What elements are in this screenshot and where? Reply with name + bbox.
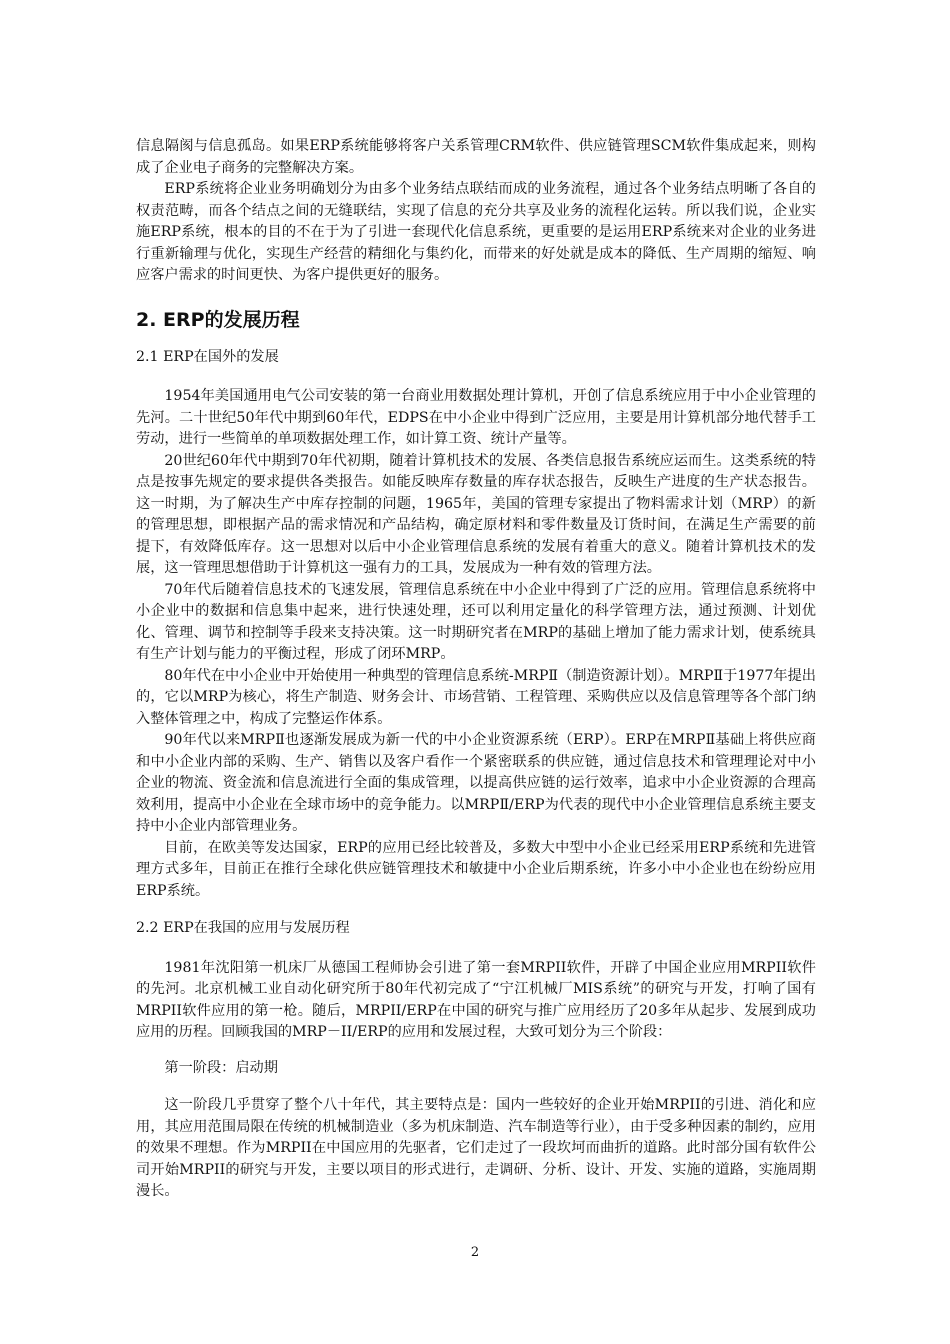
paragraph: 20世纪60年代中期到70年代初期，随着计算机技术的发展、各类信息报告系统应运而生。这类系统的特点是按事先规定的要求提供各类报告。如能反映库存数量的库存状态报告，反映生产进度的生产状态报告。这一时期，为了解决生产中库存控制的问题，1965年，美国的管理专家提出了物料需求计划（MRP）的新的管理思想，即根据产品的需求情况和产品结构，确定原材料和零件数量及订货时间，在满足生产需要的前提下，有效降低库存。这一思想对以后中小企业管理信息系统的发展有着重大的意义。随着计算机技术的发展，这一管理思想借助于计算机这一强有力的工具，发展成为一种有效的管理方法。 (136, 452, 816, 576)
paragraph: ERP系统将企业业务明确划分为由多个业务结点联结而成的业务流程，通过各个业务结点明晰了各自的权责范畴，而各个结点之间的无缝联结，实现了信息的充分共享及业务的流程化运转。所以我们说，企业实施ERP系统，根本的目的不在于为了引进一套现代化信息系统，更重要的是运用ERP系统来对企业的业务进行重新输理与优化，实现生产经营的精细化与集约化，而带来的好处就是成本的降低、生产周期的缩短、响应客户需求的时间更快、为客户提供更好的服务。 (136, 181, 816, 283)
page-number: 2 (470, 1245, 480, 1260)
paragraph: 这一阶段几乎贯穿了整个八十年代，其主要特点是：国内一些较好的企业开始MRPII的引进、消化和应用，其应用范围局限在传统的机械制造业（多为机床制造、汽车制造等行业），由于受多种因素的制约，应用的效果不理想。作为MRPII在中国应用的先驱者，它们走过了一段坎坷而曲折的道路。此时部分国有软件公司开始MRPII的研究与开发，主要以项目的形式进行，走调研、分析、设计、开发、实施的道路，实施周期漫长。 (136, 1097, 816, 1199)
paragraph: 目前，在欧美等发达国家，ERP的应用已经比较普及，多数大中型中小企业已经采用ERP系统和先进管理方式多年，目前正在推行全球化供应链管理技术和敏捷中小企业后期系统，许多小中小企业也在纷纷应用ERP系统。 (136, 839, 816, 899)
section-heading: 2. ERP的发展历程 (136, 308, 300, 331)
paragraph: 信息隔阂与信息孤岛。如果ERP系统能够将客户关系管理CRM软件、供应链管理SCM软件集成起来，则构成了企业电子商务的完整解决方案。 (136, 138, 816, 176)
paragraph: 80年代在中小企业中开始使用一种典型的管理信息系统-MRPⅡ（制造资源计划）。MRPⅡ于1977年提出的，它以MRP为核心，将生产制造、财务会计、市场营销、工程管理、采购供应以及信息管理等各个部门纳入整体管理之中，构成了完整运作体系。 (136, 667, 816, 727)
document-body (136, 136, 816, 1203)
stage-heading: 第一阶段：启动期 (164, 1059, 278, 1076)
paragraph: 70年代后随着信息技术的飞速发展，管理信息系统在中小企业中得到了广泛的应用。管理信息系统将中小企业中的数据和信息集中起来，进行快速处理，还可以利用定量化的科学管理方法，通过预测、计划优化、管理、调节和控制等手段来支持决策。这一时期研究者在MRP的基础上增加了能力需求计划，使系统具有生产计划与能力的平衡过程，形成了闭环MRP。 (136, 581, 816, 662)
paragraph: 90年代以来MRPⅡ也逐渐发展成为新一代的中小企业资源系统（ERP）。ERP在MRPⅡ基础上将供应商和中小企业内部的采购、生产、销售以及客户看作一个紧密联系的供应链，通过信息技术和管理理论对中小企业的物流、资金流和信息流进行全面的集成管理，以提高供应链的运行效率，追求中小企业资源的合理高效利用，提高中小企业在全球市场中的竞争能力。以MRPⅡ/ERP为代表的现代中小企业管理信息系统主要支持中小企业内部管理业务。 (136, 732, 816, 834)
paragraph: 1981年沈阳第一机床厂从德国工程师协会引进了第一套MRPII软件，开辟了中国企业应用MRPII软件的先河。北京机械工业自动化研究所于80年代初完成了“宁江机械厂MIS系统”的研究与开发，打响了国有MRPII软件应用的第一枪。随后，MRPII/ERP在中国的研究与推广应用经历了20多年从起步、发展到成功应用的历程。回顾我国的MRP－II/ERP的应用和发展过程，大致可划分为三个阶段： (136, 959, 816, 1040)
subsection-heading: 2.2 ERP在我国的应用与发展历程 (136, 920, 350, 936)
subsection-heading: 2.1 ERP在国外的发展 (136, 348, 279, 365)
paragraph: 1954年美国通用电气公司安装的第一台商业用数据处理计算机，开创了信息系统应用于中小企业管理的先河。二十世纪50年代中期到60年代，EDPS在中小企业中得到广泛应用，主要是用计算机部分地代替手工劳动，进行一些简单的单项数据处理工作，如计算工资、统计产量等。 (136, 388, 816, 447)
